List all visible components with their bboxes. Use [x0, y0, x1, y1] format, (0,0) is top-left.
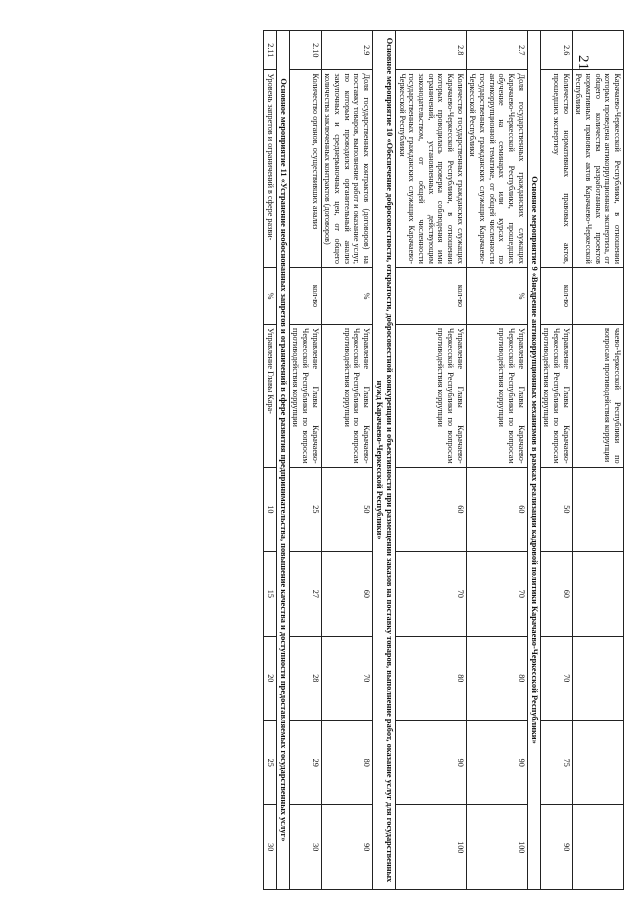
indicator-text: Доля государственных гражданских служащих Карачаево-Черкесской Республики, прошедших обучение на семинарах или курсах по антикоррупционной тематике, от общей численности государственных гражданских служащих Карачаево-Черкесской Республики: [466, 70, 527, 267]
value-cell: 60: [321, 552, 372, 636]
value-cell: 60: [395, 467, 466, 551]
value-cell: 25: [264, 721, 277, 805]
value-cell: 90: [321, 805, 372, 890]
section-row: [527, 31, 540, 890]
value-cell: [572, 552, 623, 636]
value-cell: [572, 467, 623, 551]
indicator-text: Количество государственных гражданских служащих Карачаево-Черкесской Республики, в отношении которых проводилась проверка соблюдения ими ограничений, установленных действующим законодательством, от общей численности государственных гражданских служащих Карачаево-Черкесской Республики: [395, 70, 466, 267]
value-cell: 100: [466, 805, 527, 890]
row-number: 2.8: [395, 31, 466, 70]
section-title: Основное мероприятие 9 «Внедрение антикоррупционных механизмов в рамках реализации кадровой политики Карачаево-Черкесской Республики»: [527, 31, 540, 890]
section-row: [276, 31, 289, 890]
value-cell: 15: [264, 552, 277, 636]
value-cell: [572, 721, 623, 805]
responsible-cell: Управление Главы Кара-: [264, 325, 277, 468]
table-row: [289, 31, 321, 890]
value-cell: 75: [540, 721, 572, 805]
value-cell: [572, 636, 623, 720]
value-cell: 60: [540, 552, 572, 636]
value-cell: 28: [289, 636, 321, 720]
table-row: [395, 31, 466, 890]
responsible-cell: Управление Главы Карачаево-Черкесской Республики по вопросам противодействия коррупции: [289, 325, 321, 468]
unit-cell: кол-во: [540, 267, 572, 324]
row-number: 2.11: [264, 31, 277, 70]
table-row: [540, 31, 572, 890]
responsible-cell: Управление Главы Карачаево-Черкесской Республики по вопросам противодействия коррупции: [540, 325, 572, 468]
value-cell: 80: [395, 636, 466, 720]
value-cell: 30: [289, 805, 321, 890]
unit-cell: %: [264, 267, 277, 324]
value-cell: 50: [540, 467, 572, 551]
unit-cell: кол-во: [395, 267, 466, 324]
responsible-cell: Управление Главы Карачаево-Черкесской Республики по вопросам противодействия коррупции: [395, 325, 466, 468]
table-row: [572, 31, 623, 890]
page-number: 21: [575, 55, 591, 70]
value-cell: 10: [264, 467, 277, 551]
indicator-text: Карачаево-Черкесской Республики, в отношении которых проведена антикоррупционная экспертиза, от общего количества разработанных проектов нормативных правовых актов Карачаево-Черкесской Республики: [572, 70, 623, 267]
value-cell: 50: [321, 467, 372, 551]
value-cell: 70: [321, 636, 372, 720]
value-cell: 60: [466, 467, 527, 551]
table-row: [466, 31, 527, 890]
responsible-cell: чаево-Черкесской Республики по вопросам противодействия коррупции: [572, 325, 623, 468]
unit-cell: кол-во: [289, 267, 321, 324]
table-row: [264, 31, 277, 890]
responsible-cell: Управление Главы Карачаево-Черкесской Республики по вопросам противодействия коррупции: [466, 325, 527, 468]
value-cell: 25: [289, 467, 321, 551]
value-cell: 90: [466, 721, 527, 805]
unit-cell: %: [321, 267, 372, 324]
section-title: Основное мероприятие 10 «Обеспечение добросовестности, открытости, добросовестной конкуренции и объективности при размещении заказов на поставку товаров, выполнение работ, оказание услуг для государственных нужд Карачаево-Черкесской Республики»: [373, 31, 396, 890]
section-title: Основное мероприятие 11 «Устранение необоснованных запретов и ограничений в сфере развития предпринимательства, повышение качества и доступности предоставляемых государственных услуг»: [276, 31, 289, 890]
row-number: [572, 31, 623, 70]
indicator-text: Уровень запретов и ограничений в сфере разви-: [264, 70, 277, 267]
table-row: [321, 31, 372, 890]
row-number: 2.9: [321, 31, 372, 70]
row-number: 2.6: [540, 31, 572, 70]
section-row: [373, 31, 396, 890]
value-cell: 70: [540, 636, 572, 720]
value-cell: 80: [321, 721, 372, 805]
indicators-table: [263, 30, 624, 890]
responsible-cell: Управление Главы Карачаево-Черкесской Республики по вопросам противодействия коррупции: [321, 325, 372, 468]
value-cell: 90: [540, 805, 572, 890]
value-cell: 100: [395, 805, 466, 890]
value-cell: 70: [466, 552, 527, 636]
rotated-table-container: [84, 30, 624, 890]
value-cell: 30: [264, 805, 277, 890]
value-cell: 70: [395, 552, 466, 636]
unit-cell: [572, 267, 623, 324]
unit-cell: %: [466, 267, 527, 324]
indicator-text: Количество органов, осуществивших анализ: [289, 70, 321, 267]
value-cell: 29: [289, 721, 321, 805]
value-cell: 27: [289, 552, 321, 636]
row-number: 2.7: [466, 31, 527, 70]
value-cell: 80: [466, 636, 527, 720]
value-cell: 90: [395, 721, 466, 805]
value-cell: [572, 805, 623, 890]
row-number: 2.10: [289, 31, 321, 70]
value-cell: 20: [264, 636, 277, 720]
indicator-text: Количество нормативных правовых актов, прошедших экспертизу: [540, 70, 572, 267]
indicator-text: Доля государственных контрактов (договоров) на поставку товаров, выполнение работ и оказание услуг, по которым проводился органительный анализ закупочных и среднерыночных цен, от общего количества заключенных контрактов (договоров): [321, 70, 372, 267]
